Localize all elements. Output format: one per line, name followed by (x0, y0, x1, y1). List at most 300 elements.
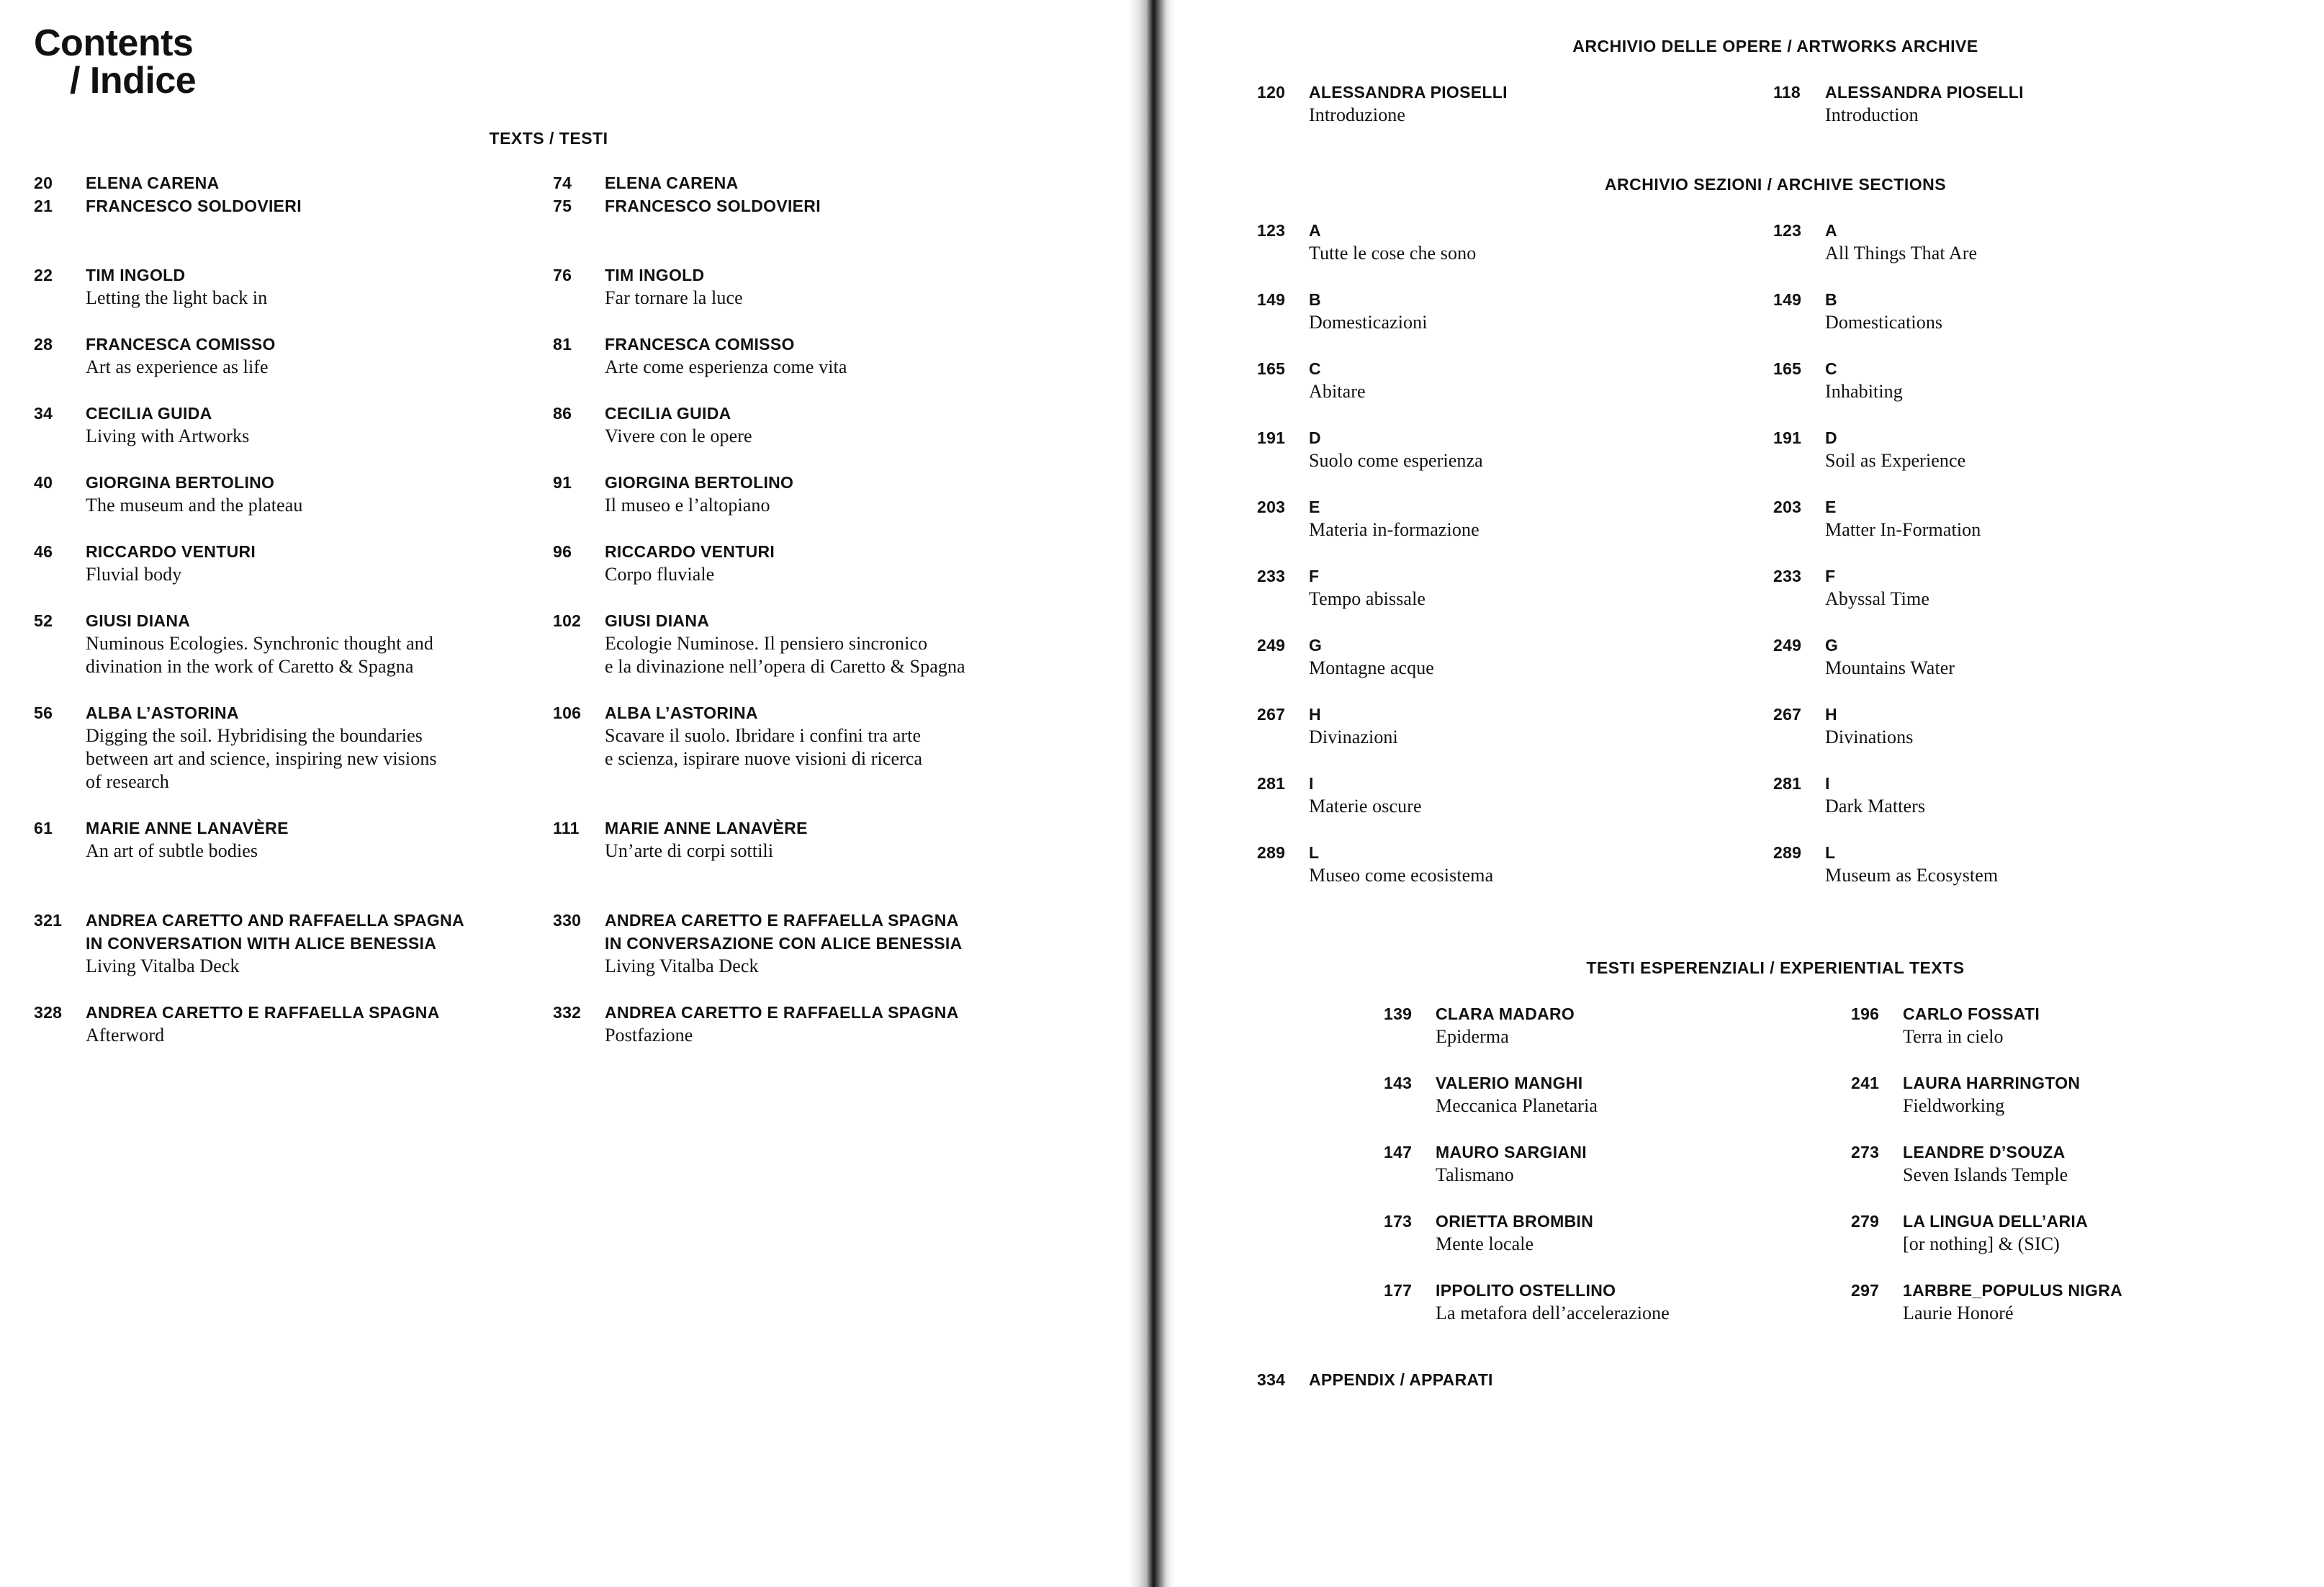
toc-entry-line (34, 540, 538, 563)
entry-title: Dark Matters (1825, 796, 1926, 817)
toc-entry-line (1384, 1210, 1845, 1233)
toc-entry-line (1851, 1210, 2312, 1233)
toc-entry (1384, 1279, 1845, 1325)
entry-author: ANDREA CARETTO E RAFFAELLA SPAGNA (605, 1003, 959, 1022)
toc-entry (34, 1001, 538, 1047)
toc-entry-line (34, 194, 538, 217)
toc-entry-line (1851, 1279, 2312, 1302)
entry-author: E (1309, 498, 1320, 516)
toc-entry-line (553, 724, 1057, 747)
experiential-column-right (1851, 1002, 2312, 1325)
toc-entry-line (1851, 1164, 2312, 1187)
entry-title: Corpo fluviale (605, 564, 715, 585)
entry-author: L (1309, 843, 1320, 862)
entry-title: Materia in-formazione (1309, 519, 1479, 540)
toc-entry (553, 1001, 1057, 1047)
page-number (553, 356, 605, 379)
entry-author: H (1309, 705, 1321, 724)
entry-author: C (1309, 359, 1321, 378)
entry-author: B (1825, 290, 1837, 309)
toc-entry-line (1257, 772, 1761, 795)
entry-title: e scienza, ispirare nuove visioni di ricerca (605, 748, 923, 769)
entry-author: MARIE ANNE LANAVÈRE (605, 819, 808, 837)
toc-entry-line (553, 655, 1057, 678)
page-number (1773, 518, 1825, 541)
archive-sections-english (1773, 219, 2277, 887)
page-number (1851, 1094, 1903, 1118)
appendix-label: APPENDIX / APPARATI (1309, 1370, 1493, 1389)
entry-author: LA LINGUA DELL’ARIA (1903, 1212, 2088, 1231)
page-number: 191 (1257, 428, 1286, 447)
toc-entry (553, 540, 1057, 586)
entry-author: GIUSI DIANA (86, 611, 191, 630)
entry-title: Mountains Water (1825, 657, 1955, 678)
entry-title: Numinous Ecologies. Synchronic thought and (86, 633, 433, 654)
entry-title: Afterword (86, 1025, 165, 1046)
toc-entry (1851, 1279, 2312, 1325)
toc-entry (553, 909, 1057, 978)
entry-author: 1ARBRE_POPULUS NIGRA (1903, 1281, 2123, 1300)
page-number: 281 (1257, 774, 1286, 793)
page-number (1851, 1302, 1903, 1325)
page-number (1773, 449, 1825, 472)
page-number: 203 (1773, 498, 1802, 516)
page-number (1257, 380, 1309, 403)
page-number (553, 747, 605, 770)
toc-entry-line (1773, 380, 2277, 403)
entry-title: Tempo abissale (1309, 588, 1426, 609)
page-number (1773, 242, 1825, 265)
toc-entry-line (34, 171, 538, 194)
toc-entry-line (553, 747, 1057, 770)
page-number: 96 (553, 542, 572, 561)
page-number: 123 (1773, 221, 1802, 240)
entry-author: ALESSANDRA PIOSELLI (1825, 83, 2024, 102)
page-number (1257, 449, 1309, 472)
archive-sections-italian (1257, 219, 1761, 887)
toc-entry-line (34, 632, 538, 655)
toc-entry (1257, 288, 1761, 334)
toc-entry-line (34, 264, 538, 287)
page-number: 28 (34, 335, 53, 354)
page-number (553, 494, 605, 517)
toc-entry-line (1773, 795, 2277, 818)
toc-entry-line (1773, 518, 2277, 541)
entry-author: GIORGINA BERTOLINO (86, 473, 275, 492)
toc-entry (1257, 357, 1761, 403)
page-number (1257, 311, 1309, 334)
toc-entry-line (1773, 81, 2277, 104)
entry-author: CLARA MADARO (1436, 1004, 1575, 1023)
page-number: 46 (34, 542, 53, 561)
page-number: 118 (1773, 83, 1801, 102)
page-number (553, 563, 605, 586)
entry-title: Soil as Experience (1825, 450, 1966, 471)
toc-entry-line (553, 471, 1057, 494)
toc-entry-line (1257, 518, 1761, 541)
page-number (1773, 588, 1825, 611)
section-header-texts: TEXTS / TESTI (489, 129, 608, 148)
toc-entry-line (1384, 1279, 1845, 1302)
page-number (1384, 1164, 1436, 1187)
page-number (1257, 864, 1309, 887)
toc-entry-line (553, 425, 1057, 448)
toc-entry-line (34, 333, 538, 356)
toc-entry (34, 540, 538, 586)
entry-title: Living Vitalba Deck (605, 956, 759, 976)
toc-entry-line (1257, 703, 1761, 726)
page-number: 289 (1257, 843, 1286, 862)
entry-title: Epiderma (1436, 1026, 1509, 1047)
book-gutter (1129, 0, 1175, 1587)
page-number (34, 1024, 86, 1047)
toc-entry-line (553, 632, 1057, 655)
toc-entry (1257, 841, 1761, 887)
page-title-line2: / Indice (70, 60, 197, 102)
entry-author: I (1309, 774, 1314, 793)
toc-entry-line (1773, 219, 2277, 242)
toc-entry-line (553, 1024, 1057, 1047)
entry-author: ELENA CARENA (605, 174, 739, 192)
entry-title: Matter In-Formation (1825, 519, 1981, 540)
page-number: 52 (34, 611, 53, 630)
toc-entry-line (553, 909, 1057, 932)
page-number: 106 (553, 703, 582, 722)
entry-author: FRANCESCO SOLDOVIERI (86, 197, 302, 215)
toc-entry (34, 264, 538, 310)
entry-author: TIM INGOLD (86, 266, 186, 284)
toc-entry-line (1773, 634, 2277, 657)
toc-entry-line (553, 932, 1057, 955)
page-number: 21 (34, 197, 53, 215)
toc-entry-line (553, 817, 1057, 840)
toc-entry-line (553, 287, 1057, 310)
section-header-experiential-texts: TESTI ESPERENZIALI / EXPERIENTIAL TEXTS (1586, 958, 1965, 977)
toc-entry-line (1257, 495, 1761, 518)
archive-intro-english (1773, 81, 2277, 127)
section-header-artworks-archive: ARCHIVIO DELLE OPERE / ARTWORKS ARCHIVE (1572, 37, 1978, 55)
toc-entry (1257, 81, 1761, 127)
toc-entry-line (1384, 1071, 1845, 1094)
entry-title: Il museo e l’altopiano (605, 495, 770, 516)
page-number (553, 840, 605, 863)
entry-title: Introduzione (1309, 104, 1406, 125)
page-number (553, 655, 605, 678)
page-number (34, 840, 86, 863)
toc-entry-line (34, 425, 538, 448)
toc-entry-line (1384, 1025, 1845, 1048)
right-page (1175, 0, 2324, 1587)
toc-entry-line (1851, 1002, 2312, 1025)
page-number (1773, 864, 1825, 887)
toc-entry-line (34, 471, 538, 494)
entry-title: Inhabiting (1825, 381, 1903, 402)
entry-author: FRANCESCA COMISSO (86, 335, 276, 354)
entry-title: between art and science, inspiring new visions (86, 748, 437, 769)
page-number: 81 (553, 335, 572, 354)
toc-entry-line (1773, 311, 2277, 334)
toc-entry (1384, 1210, 1845, 1256)
entry-author: L (1825, 843, 1836, 862)
toc-entry (553, 171, 1057, 217)
page-number (1384, 1094, 1436, 1118)
toc-entry-line (1257, 841, 1761, 864)
entry-author: ANDREA CARETTO E RAFFAELLA SPAGNA (605, 911, 959, 930)
toc-entry-line (1773, 841, 2277, 864)
page-number: 40 (34, 473, 53, 492)
toc-entry-line (1384, 1002, 1845, 1025)
page-number (1773, 104, 1825, 127)
page-number: 249 (1257, 636, 1286, 655)
page-number: 233 (1773, 567, 1802, 585)
entry-author: IN CONVERSATION WITH ALICE BENESSIA (86, 934, 437, 953)
toc-entry-line (1257, 864, 1761, 887)
page-number (34, 632, 86, 655)
entry-author: G (1309, 636, 1323, 655)
page-title-line1: Contents (34, 22, 194, 64)
entry-author: ANDREA CARETTO AND RAFFAELLA SPAGNA (86, 911, 464, 930)
toc-entry-line (34, 494, 538, 517)
toc-entry (1257, 565, 1761, 611)
page-number: 267 (1257, 705, 1286, 724)
toc-entry (1257, 772, 1761, 818)
toc-entry (1384, 1141, 1845, 1187)
toc-entry-line (553, 402, 1057, 425)
toc-entry (1773, 703, 2277, 749)
toc-entry (1851, 1071, 2312, 1118)
toc-entry-line (553, 333, 1057, 356)
page-number (34, 494, 86, 517)
entry-title: An art of subtle bodies (86, 840, 258, 861)
toc-entry (1384, 1071, 1845, 1118)
toc-entry-line (1773, 449, 2277, 472)
toc-entry-line (1773, 104, 2277, 127)
toc-entry-line (1384, 1233, 1845, 1256)
toc-entry-line (553, 563, 1057, 586)
entry-title: Montagne acque (1309, 657, 1434, 678)
toc-entry (1851, 1210, 2312, 1256)
page-number (553, 932, 605, 955)
toc-entry (34, 909, 538, 978)
toc-entry (1773, 565, 2277, 611)
toc-entry-line (34, 909, 538, 932)
page-number (553, 632, 605, 655)
page-number (553, 425, 605, 448)
toc-entry-line (553, 194, 1057, 217)
page-number: 334 (1257, 1370, 1286, 1389)
page-number: 34 (34, 404, 53, 423)
toc-entry-line (1773, 703, 2277, 726)
toc-entry (34, 471, 538, 517)
toc-entry-line (34, 724, 538, 747)
toc-entry-line (1773, 565, 2277, 588)
toc-entry-line (553, 840, 1057, 863)
toc-entry (1257, 495, 1761, 541)
toc-entry (1257, 703, 1761, 749)
entry-author: CECILIA GUIDA (86, 404, 212, 423)
entry-author: C (1825, 359, 1837, 378)
page-number (553, 955, 605, 978)
toc-entry (553, 333, 1057, 379)
toc-entry (553, 817, 1057, 863)
toc-entry-line (34, 840, 538, 863)
entry-title: Materie oscure (1309, 796, 1422, 817)
toc-entry (34, 817, 538, 863)
toc-entry-line (1257, 81, 1761, 104)
page-number (34, 655, 86, 678)
page-number (1257, 242, 1309, 265)
toc-entry (553, 701, 1057, 770)
toc-entry-line (1773, 726, 2277, 749)
page-number: 22 (34, 266, 53, 284)
toc-entry-line (1384, 1094, 1845, 1118)
page-number: 147 (1384, 1143, 1413, 1161)
toc-entry-line (34, 402, 538, 425)
entry-author: GIUSI DIANA (605, 611, 710, 630)
entry-title: Art as experience as life (86, 356, 269, 377)
entry-author: LEANDRE D’SOUZA (1903, 1143, 2066, 1161)
page-number: 143 (1384, 1074, 1413, 1092)
entry-title: Domesticazioni (1309, 312, 1428, 333)
toc-entry-line (553, 955, 1057, 978)
toc-entry-line (553, 701, 1057, 724)
toc-entry-line (1257, 726, 1761, 749)
toc-entry (1257, 426, 1761, 472)
entry-title: Arte come esperienza come vita (605, 356, 847, 377)
entry-title: Mente locale (1436, 1233, 1534, 1254)
toc-entry (1773, 288, 2277, 334)
page-number (1851, 1164, 1903, 1187)
toc-entry-line (1851, 1302, 2312, 1325)
toc-entry-line (1257, 104, 1761, 127)
toc-entry-line (553, 264, 1057, 287)
toc-entry-line (1257, 380, 1761, 403)
page-number: 279 (1851, 1212, 1880, 1231)
toc-entry (1384, 1002, 1845, 1048)
page-number: 149 (1773, 290, 1802, 309)
toc-entry-line (553, 1001, 1057, 1024)
page-number (1257, 518, 1309, 541)
entry-author: IN CONVERSAZIONE CON ALICE BENESSIA (605, 934, 963, 953)
entry-title: Abyssal Time (1825, 588, 1929, 609)
entry-title: Far tornare la luce (605, 287, 743, 308)
toc-entry-line (1773, 288, 2277, 311)
entry-title: Living with Artworks (86, 426, 250, 446)
toc-entry-line (34, 770, 538, 794)
entry-author: ALBA L’ASTORINA (605, 703, 758, 722)
toc-entry (1851, 1141, 2312, 1187)
entry-title: Scavare il suolo. Ibridare i confini tra arte (605, 725, 922, 746)
entry-title: Divinations (1825, 727, 1914, 747)
toc-entry-line (34, 563, 538, 586)
page-number (1773, 726, 1825, 749)
page-number (1773, 380, 1825, 403)
entry-author: A (1309, 221, 1321, 240)
toc-entry-line (553, 171, 1057, 194)
page-title (34, 22, 538, 102)
toc-entry (553, 471, 1057, 517)
entry-author: MAURO SARGIANI (1436, 1143, 1587, 1161)
toc-entry (1257, 634, 1761, 680)
entry-title: e la divinazione nell’opera di Caretto & Spagna (605, 656, 965, 677)
entry-author: I (1825, 774, 1830, 793)
page-number: 203 (1257, 498, 1286, 516)
entry-author: RICCARDO VENTURI (86, 542, 256, 561)
entry-author: CARLO FOSSATI (1903, 1004, 2040, 1023)
toc-entry-line (34, 1001, 538, 1024)
page-number (553, 287, 605, 310)
page-number (1384, 1302, 1436, 1325)
section-header-archive-sections: ARCHIVIO SEZIONI / ARCHIVE SECTIONS (1604, 175, 1947, 194)
toc-entry (553, 264, 1057, 310)
page-number (553, 1024, 605, 1047)
toc-entry-line (34, 356, 538, 379)
entry-author: FRANCESCA COMISSO (605, 335, 795, 354)
entry-title: All Things That Are (1825, 243, 1978, 264)
entry-author: ALBA L’ASTORINA (86, 703, 239, 722)
toc-entry-line (1773, 357, 2277, 380)
archive-intro-italian (1257, 81, 1761, 127)
page-number: 289 (1773, 843, 1802, 862)
toc-entry-line (1257, 357, 1761, 380)
entry-author: F (1825, 567, 1836, 585)
entry-title: Living Vitalba Deck (86, 956, 240, 976)
page-number (553, 724, 605, 747)
entry-author: TIM INGOLD (605, 266, 705, 284)
toc-entry-line (1257, 634, 1761, 657)
entry-title: [or nothing] & (SIC) (1903, 1233, 2060, 1254)
toc-entry-line (553, 540, 1057, 563)
page-number (34, 563, 86, 586)
toc-entry-line (1257, 242, 1761, 265)
toc-entry (1773, 495, 2277, 541)
entry-title: of research (86, 771, 169, 792)
page-number (34, 724, 86, 747)
toc-entry-line (1773, 426, 2277, 449)
page-number: 297 (1851, 1281, 1880, 1300)
entry-author: IPPOLITO OSTELLINO (1436, 1281, 1616, 1300)
page-number: 86 (553, 404, 572, 423)
toc-entry-line (1773, 588, 2277, 611)
toc-entry-line (1773, 657, 2277, 680)
entry-author: D (1309, 428, 1321, 447)
entry-title: Talismano (1436, 1164, 1514, 1185)
toc-entry (1773, 81, 2277, 127)
entry-author: CECILIA GUIDA (605, 404, 731, 423)
toc-entry-line (34, 655, 538, 678)
entry-author: GIORGINA BERTOLINO (605, 473, 794, 492)
entry-author: FRANCESCO SOLDOVIERI (605, 197, 821, 215)
toc-entry (1773, 634, 2277, 680)
toc-entry-line (34, 932, 538, 955)
page-number: 273 (1851, 1143, 1880, 1161)
toc-entry (34, 333, 538, 379)
page-number: 332 (553, 1003, 582, 1022)
entry-author: RICCARDO VENTURI (605, 542, 775, 561)
entry-author: B (1309, 290, 1321, 309)
toc-entry-line (553, 494, 1057, 517)
entry-author: A (1825, 221, 1837, 240)
entry-title: Fluvial body (86, 564, 182, 585)
page-number (34, 932, 86, 955)
toc-entry-line (34, 287, 538, 310)
page-number (1851, 1233, 1903, 1256)
page-number (1773, 795, 1825, 818)
page-number: 91 (553, 473, 572, 492)
toc-entry-line (34, 817, 538, 840)
entry-title: Introduction (1825, 104, 1919, 125)
page-number (1257, 795, 1309, 818)
